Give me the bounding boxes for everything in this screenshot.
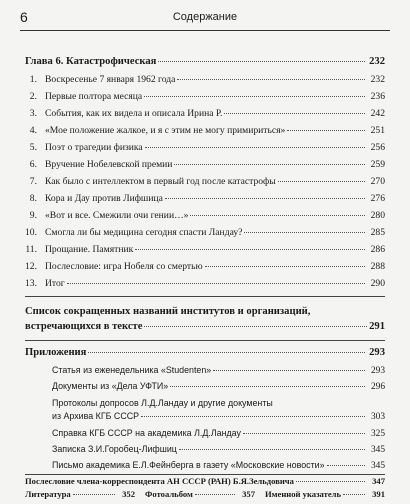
toc-subentry-page: 286 xyxy=(370,244,385,255)
section-divider xyxy=(25,474,385,475)
dot-leader xyxy=(141,416,365,417)
toc-appendix-page: 303 xyxy=(370,412,385,422)
toc-entry-title-line1: Список сокращенных названий институтов и организаций, xyxy=(25,306,311,317)
toc-appendix-title: из Архива КГБ СССР xyxy=(52,411,140,421)
toc-entry-appendices xyxy=(25,347,385,358)
dot-leader xyxy=(190,215,365,216)
toc-subentry xyxy=(25,210,385,221)
toc-entry-page: 291 xyxy=(369,321,385,332)
toc-subentry-page: 236 xyxy=(370,91,385,102)
toc-subentry-page: 242 xyxy=(370,108,385,119)
toc-subentry-number: 3. xyxy=(29,108,37,119)
toc-subentry-page: 276 xyxy=(370,193,385,204)
dot-leader xyxy=(343,494,365,495)
toc-subentry-page: 280 xyxy=(370,210,385,221)
toc-subentry xyxy=(25,159,385,170)
section-divider xyxy=(25,340,385,341)
toc-subentry xyxy=(25,91,385,102)
toc-subentry-title: Поэт о трагедии физика xyxy=(45,142,143,153)
dot-leader xyxy=(177,79,365,80)
toc-entry-title: Послесловие члена-корреспондента АН СССР (РАН) Б.Я.Зельдовича xyxy=(25,476,294,486)
toc-subentry-title: Итог xyxy=(45,278,65,289)
toc-subentry-page: 251 xyxy=(370,125,385,136)
toc-entry-title: Литература xyxy=(25,489,71,499)
toc-subentry-number: 13. xyxy=(25,278,37,289)
toc-appendix-title: Документы из «Дела УФТИ» xyxy=(52,381,169,391)
dot-leader xyxy=(158,61,365,62)
dot-leader xyxy=(224,113,365,114)
toc-subentry-title: Вручение Нобелевской премии xyxy=(45,159,173,170)
toc-subentry-title: Послесловие: игра Нобеля со смертью xyxy=(45,261,203,272)
toc-subentry-page: 256 xyxy=(370,142,385,153)
dot-leader xyxy=(278,181,365,182)
toc-subentry-page: 270 xyxy=(370,176,385,187)
dot-leader xyxy=(88,352,365,353)
toc-entry-page: 347 xyxy=(372,476,385,486)
toc-entry-page: 293 xyxy=(369,347,385,358)
dot-leader xyxy=(67,283,365,284)
toc-subentry xyxy=(25,261,385,272)
toc-subentry xyxy=(25,227,385,238)
running-title: Содержание xyxy=(172,11,238,23)
toc-subentry-number: 7. xyxy=(29,176,37,187)
toc-subentry-title: «Вот и все. Смежили очи гении…» xyxy=(45,210,189,221)
toc-entry-afterword xyxy=(25,476,385,486)
toc-appendix-item xyxy=(52,365,385,376)
toc-subentry xyxy=(25,125,385,136)
dot-leader xyxy=(170,386,365,387)
toc-subentry-page: 259 xyxy=(370,159,385,170)
toc-appendix-item xyxy=(52,381,385,392)
toc-appendix-title: Записка З.И.Горобец-Лифшиц xyxy=(52,444,177,454)
toc-entry-title-line2: встречающихся в тексте xyxy=(25,321,143,332)
toc-subentry xyxy=(25,142,385,153)
dot-leader xyxy=(179,449,365,450)
toc-subentry-number: 12. xyxy=(25,261,37,272)
toc-entry-title: Фотоальбом xyxy=(145,489,193,499)
toc-entry-name-index xyxy=(265,489,385,499)
dot-leader xyxy=(144,96,365,97)
toc-subentry xyxy=(25,74,385,85)
toc-entry-page: 352 xyxy=(122,489,135,499)
toc-entry-page: 391 xyxy=(372,489,385,499)
toc-subentry xyxy=(25,244,385,255)
dot-leader xyxy=(73,494,115,495)
toc-subentry-title: Воскресенье 7 января 1962 года xyxy=(45,74,176,85)
toc-subentry-page: 232 xyxy=(370,74,385,85)
toc-entry-page: 357 xyxy=(242,489,255,499)
toc-subentry-number: 1. xyxy=(29,74,37,85)
toc-entry-title: Глава 6. Катастрофическая xyxy=(25,56,157,67)
dot-leader xyxy=(205,266,365,267)
toc-subentry-title: Кора и Дау против Лифшица xyxy=(45,193,163,204)
toc-appendix-title: Протоколы допросов Л.Д.Ландау и другие документы xyxy=(52,398,273,408)
dot-leader xyxy=(213,370,365,371)
toc-subentry-title: Прощание. Памятник xyxy=(45,244,134,255)
toc-appendix-title: Справка КГБ СССР на академика Л.Д.Ландау xyxy=(52,428,241,438)
toc-subentry-title: Смогла ли бы медицина сегодня спасти Ландау? xyxy=(45,227,243,238)
toc-subentry-number: 11. xyxy=(25,244,37,255)
toc-appendix-page: 325 xyxy=(370,429,385,439)
toc-entry-chapter-6 xyxy=(25,56,385,67)
toc-entry-title: Именной указатель xyxy=(265,489,341,499)
dot-leader xyxy=(296,481,365,482)
toc-subentry-number: 6. xyxy=(29,159,37,170)
toc-appendix-item xyxy=(52,444,385,455)
toc-subentry-number: 8. xyxy=(29,193,37,204)
toc-entry-literature xyxy=(25,489,135,499)
dot-leader xyxy=(244,232,365,233)
toc-appendix-item xyxy=(52,411,385,422)
toc-subentry-number: 10. xyxy=(25,227,37,238)
toc-appendix-title: Письмо академика Е.Л.Фейнберга в газету «Московские новости» xyxy=(52,460,325,470)
toc-appendix-item xyxy=(52,428,385,439)
toc-subentry-title: Как было с интеллектом в первый год после катастрофы xyxy=(45,176,276,187)
toc-entry-title: Приложения xyxy=(25,347,87,358)
dot-leader xyxy=(287,130,365,131)
toc-subentry-page: 290 xyxy=(370,278,385,289)
dot-leader xyxy=(144,326,367,327)
toc-subentry xyxy=(25,176,385,187)
dot-leader xyxy=(174,164,365,165)
toc-subentry-number: 4. xyxy=(29,125,37,136)
toc-subentry-page: 288 xyxy=(370,261,385,272)
dot-leader xyxy=(243,433,365,434)
toc-entry-page: 232 xyxy=(369,56,385,67)
toc-subentry-number: 2. xyxy=(29,91,37,102)
dot-leader xyxy=(195,494,235,495)
dot-leader xyxy=(135,249,365,250)
toc-appendix-item xyxy=(52,460,385,471)
section-divider xyxy=(25,296,385,297)
toc-appendix-page: 345 xyxy=(370,445,385,455)
toc-appendix-title: Статья из еженедельника «Studenten» xyxy=(52,365,212,375)
toc-entry-photo-album xyxy=(145,489,255,499)
dot-leader xyxy=(327,465,365,466)
toc-subentry xyxy=(25,193,385,204)
page-header xyxy=(20,8,390,31)
toc-appendix-page: 293 xyxy=(370,366,385,376)
dot-leader xyxy=(145,147,365,148)
toc-subentry-number: 5. xyxy=(29,142,37,153)
toc-appendix-page: 345 xyxy=(370,461,385,471)
dot-leader xyxy=(165,198,365,199)
toc-appendix-page: 296 xyxy=(370,382,385,392)
page-number: 6 xyxy=(20,9,28,25)
toc-appendix-item xyxy=(52,398,385,408)
toc-subentry-title: События, как их видела и описала Ирина Р. xyxy=(45,108,223,119)
toc-entry-abbreviations xyxy=(25,304,385,334)
toc-subentry-title: «Мое положение жалкое, и я с этим не могу примириться» xyxy=(45,125,286,136)
toc-subentry-number: 9. xyxy=(29,210,37,221)
toc-entry-title-line2-row xyxy=(25,319,385,334)
toc-subentry xyxy=(25,278,385,289)
toc-subentry xyxy=(25,108,385,119)
toc-subentry-title: Первые полтора месяца xyxy=(45,91,143,102)
toc-subentry-page: 285 xyxy=(370,227,385,238)
